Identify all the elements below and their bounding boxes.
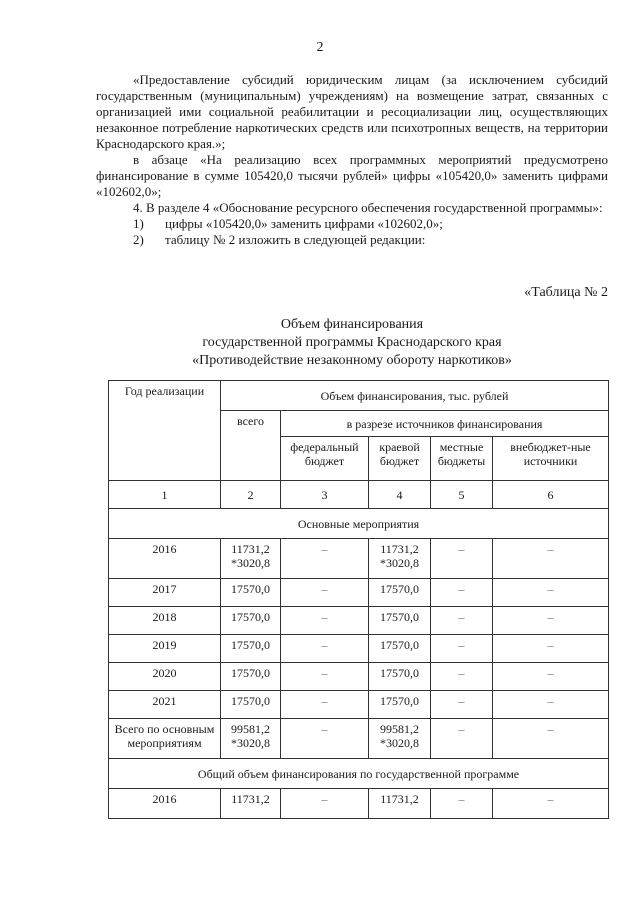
cell-federal-text: – [321, 792, 328, 806]
cell-regional [369, 539, 431, 579]
cell-federal-text: – [321, 722, 328, 736]
cell-local-text: – [458, 694, 465, 708]
table-row [109, 663, 609, 691]
cell-local-text: – [458, 792, 465, 806]
total-row [109, 719, 609, 759]
cell-extra-text: – [547, 582, 554, 596]
cell-year-text: 2018 [152, 610, 177, 624]
cell-year [109, 789, 221, 819]
col-number: 5 [431, 481, 493, 509]
cell-regional-text: 11731,2 [380, 792, 419, 806]
cell-federal [281, 719, 369, 759]
cell-local [431, 607, 493, 635]
cell-extra-text: – [547, 666, 554, 680]
table-reference: «Таблица № 2 [524, 285, 608, 300]
title-line-1: Объем финансирования [280, 317, 424, 332]
list-item-2 [96, 232, 608, 248]
header-total: всего [221, 411, 281, 481]
cell-extra-text: – [547, 792, 554, 806]
cell-regional [369, 579, 431, 607]
cell-regional [369, 635, 431, 663]
list-text: таблицу № 2 изложить в следующей редакции: [165, 232, 426, 247]
cell-regional [369, 607, 431, 635]
cell-total [221, 607, 281, 635]
header-local: местные бюджеты [431, 437, 493, 481]
cell-regional-text: 99581,2 [380, 722, 419, 736]
col-number: 6 [493, 481, 609, 509]
cell-extra-text: – [547, 694, 554, 708]
cell-extra-text: – [547, 610, 554, 624]
cell-local-text: – [458, 722, 465, 736]
cell-extra [493, 719, 609, 759]
cell-federal-text: – [321, 582, 328, 596]
table-row [109, 607, 609, 635]
cell-total-text: *3020,8 [231, 556, 270, 570]
cell-local-text: – [458, 542, 465, 556]
cell-total-text: 17570,0 [231, 582, 270, 596]
cell-regional-text: 17570,0 [380, 610, 419, 624]
cell-extra [493, 691, 609, 719]
cell-federal-text: – [321, 638, 328, 652]
cell-extra [493, 607, 609, 635]
table-row [109, 789, 609, 819]
cell-total [221, 539, 281, 579]
table-row [109, 691, 609, 719]
cell-local-text: – [458, 638, 465, 652]
cell-year-text: 2019 [152, 638, 177, 652]
cell-year [109, 635, 221, 663]
section-main: Основные мероприятия [109, 509, 609, 539]
cell-total-label-text: Всего по основным мероприятиям [114, 722, 215, 750]
cell-federal [281, 635, 369, 663]
cell-regional-text: *3020,8 [380, 736, 419, 750]
cell-total-text: 17570,0 [231, 638, 270, 652]
cell-regional [369, 719, 431, 759]
cell-extra-text: – [547, 542, 554, 556]
cell-federal [281, 663, 369, 691]
cell-federal [281, 539, 369, 579]
paragraph-3: 4. В разделе 4 «Обоснование ресурсного обеспечения государственной программы»: [133, 200, 603, 215]
cell-local-text: – [458, 582, 465, 596]
cell-federal-text: – [321, 610, 328, 624]
cell-year-text: 2016 [152, 792, 177, 806]
cell-year [109, 663, 221, 691]
header-extra: внебюджет-ные источники [493, 437, 609, 481]
cell-local [431, 789, 493, 819]
cell-federal [281, 789, 369, 819]
cell-local-text: – [458, 666, 465, 680]
cell-total-text: 11731,2 [231, 792, 270, 806]
cell-total-text: 17570,0 [231, 610, 270, 624]
cell-extra [493, 635, 609, 663]
cell-local [431, 691, 493, 719]
cell-regional [369, 663, 431, 691]
cell-year-text: 2021 [152, 694, 177, 708]
table-row [109, 579, 609, 607]
page-number: 2 [316, 40, 324, 55]
cell-total [221, 635, 281, 663]
cell-total-label [109, 719, 221, 759]
cell-local [431, 579, 493, 607]
cell-local-text: – [458, 610, 465, 624]
header-regional: краевой бюджет [369, 437, 431, 481]
cell-local [431, 635, 493, 663]
header-year: Год реализации [109, 381, 221, 481]
cell-total [221, 579, 281, 607]
col-number: 1 [109, 481, 221, 509]
cell-extra [493, 663, 609, 691]
cell-local [431, 719, 493, 759]
cell-federal [281, 691, 369, 719]
financing-table [108, 380, 609, 819]
cell-total-text: 99581,2 [231, 722, 270, 736]
cell-year [109, 607, 221, 635]
cell-regional-text: 17570,0 [380, 582, 419, 596]
cell-year-text: 2016 [152, 542, 177, 556]
table-title [96, 316, 608, 370]
cell-total [221, 789, 281, 819]
cell-federal-text: – [321, 694, 328, 708]
cell-regional-text: *3020,8 [380, 556, 419, 570]
cell-regional [369, 691, 431, 719]
header-sources: в разрезе источников финансирования [281, 411, 609, 437]
table-row [109, 539, 609, 579]
header-federal: федеральный бюджет [281, 437, 369, 481]
paragraph-1: «Предоставление субсидий юридическим лицам (за исключением субсидий государственным (муниципальным) учреждениям) на возмещение затрат, связанных с организацией ими социальной реабилитации и ресоциализации лиц, осуществляющих незаконное потребление наркотических средств или психотропных веществ, на территории Краснодарского края.»; [96, 72, 608, 151]
cell-total [221, 663, 281, 691]
col-number: 2 [221, 481, 281, 509]
cell-regional-text: 17570,0 [380, 638, 419, 652]
col-number: 4 [369, 481, 431, 509]
cell-total-text: 17570,0 [231, 694, 270, 708]
cell-extra-text: – [547, 638, 554, 652]
paragraph-2: в абзаце «На реализацию всех программных мероприятий предусмотрено финансирование в сумме 105420,0 тысячи рублей» цифры «105420,0» заменить цифрами «102602,0»; [96, 152, 608, 199]
title-line-2: государственной программы Краснодарского края [202, 335, 502, 350]
cell-year [109, 691, 221, 719]
cell-total-text: 17570,0 [231, 666, 270, 680]
body-text [96, 72, 608, 248]
cell-extra [493, 789, 609, 819]
title-line-3: «Противодействие незаконному обороту наркотиков» [192, 353, 512, 368]
section-overall: Общий объем финансирования по государственной программе [109, 759, 609, 789]
list-item-1 [96, 216, 608, 232]
cell-federal [281, 607, 369, 635]
list-number: 1) [133, 216, 144, 231]
cell-extra-text: – [547, 722, 554, 736]
cell-federal-text: – [321, 542, 328, 556]
cell-regional [369, 789, 431, 819]
cell-extra [493, 579, 609, 607]
col-number: 3 [281, 481, 369, 509]
cell-total-text: 11731,2 [231, 542, 270, 556]
cell-extra [493, 539, 609, 579]
cell-total [221, 691, 281, 719]
cell-total-text: *3020,8 [231, 736, 270, 750]
cell-regional-text: 17570,0 [380, 694, 419, 708]
cell-federal [281, 579, 369, 607]
cell-total [221, 719, 281, 759]
list-number: 2) [133, 232, 144, 247]
cell-year [109, 539, 221, 579]
cell-year-text: 2020 [152, 666, 177, 680]
cell-year [109, 579, 221, 607]
list-text: цифры «105420,0» заменить цифрами «102602,0»; [165, 216, 443, 231]
section-row [109, 759, 609, 789]
cell-regional-text: 11731,2 [380, 542, 419, 556]
cell-year-text: 2017 [152, 582, 177, 596]
cell-local [431, 539, 493, 579]
table-row [109, 635, 609, 663]
cell-local [431, 663, 493, 691]
cell-federal-text: – [321, 666, 328, 680]
header-volume: Объем финансирования, тыс. рублей [221, 381, 609, 411]
cell-regional-text: 17570,0 [380, 666, 419, 680]
